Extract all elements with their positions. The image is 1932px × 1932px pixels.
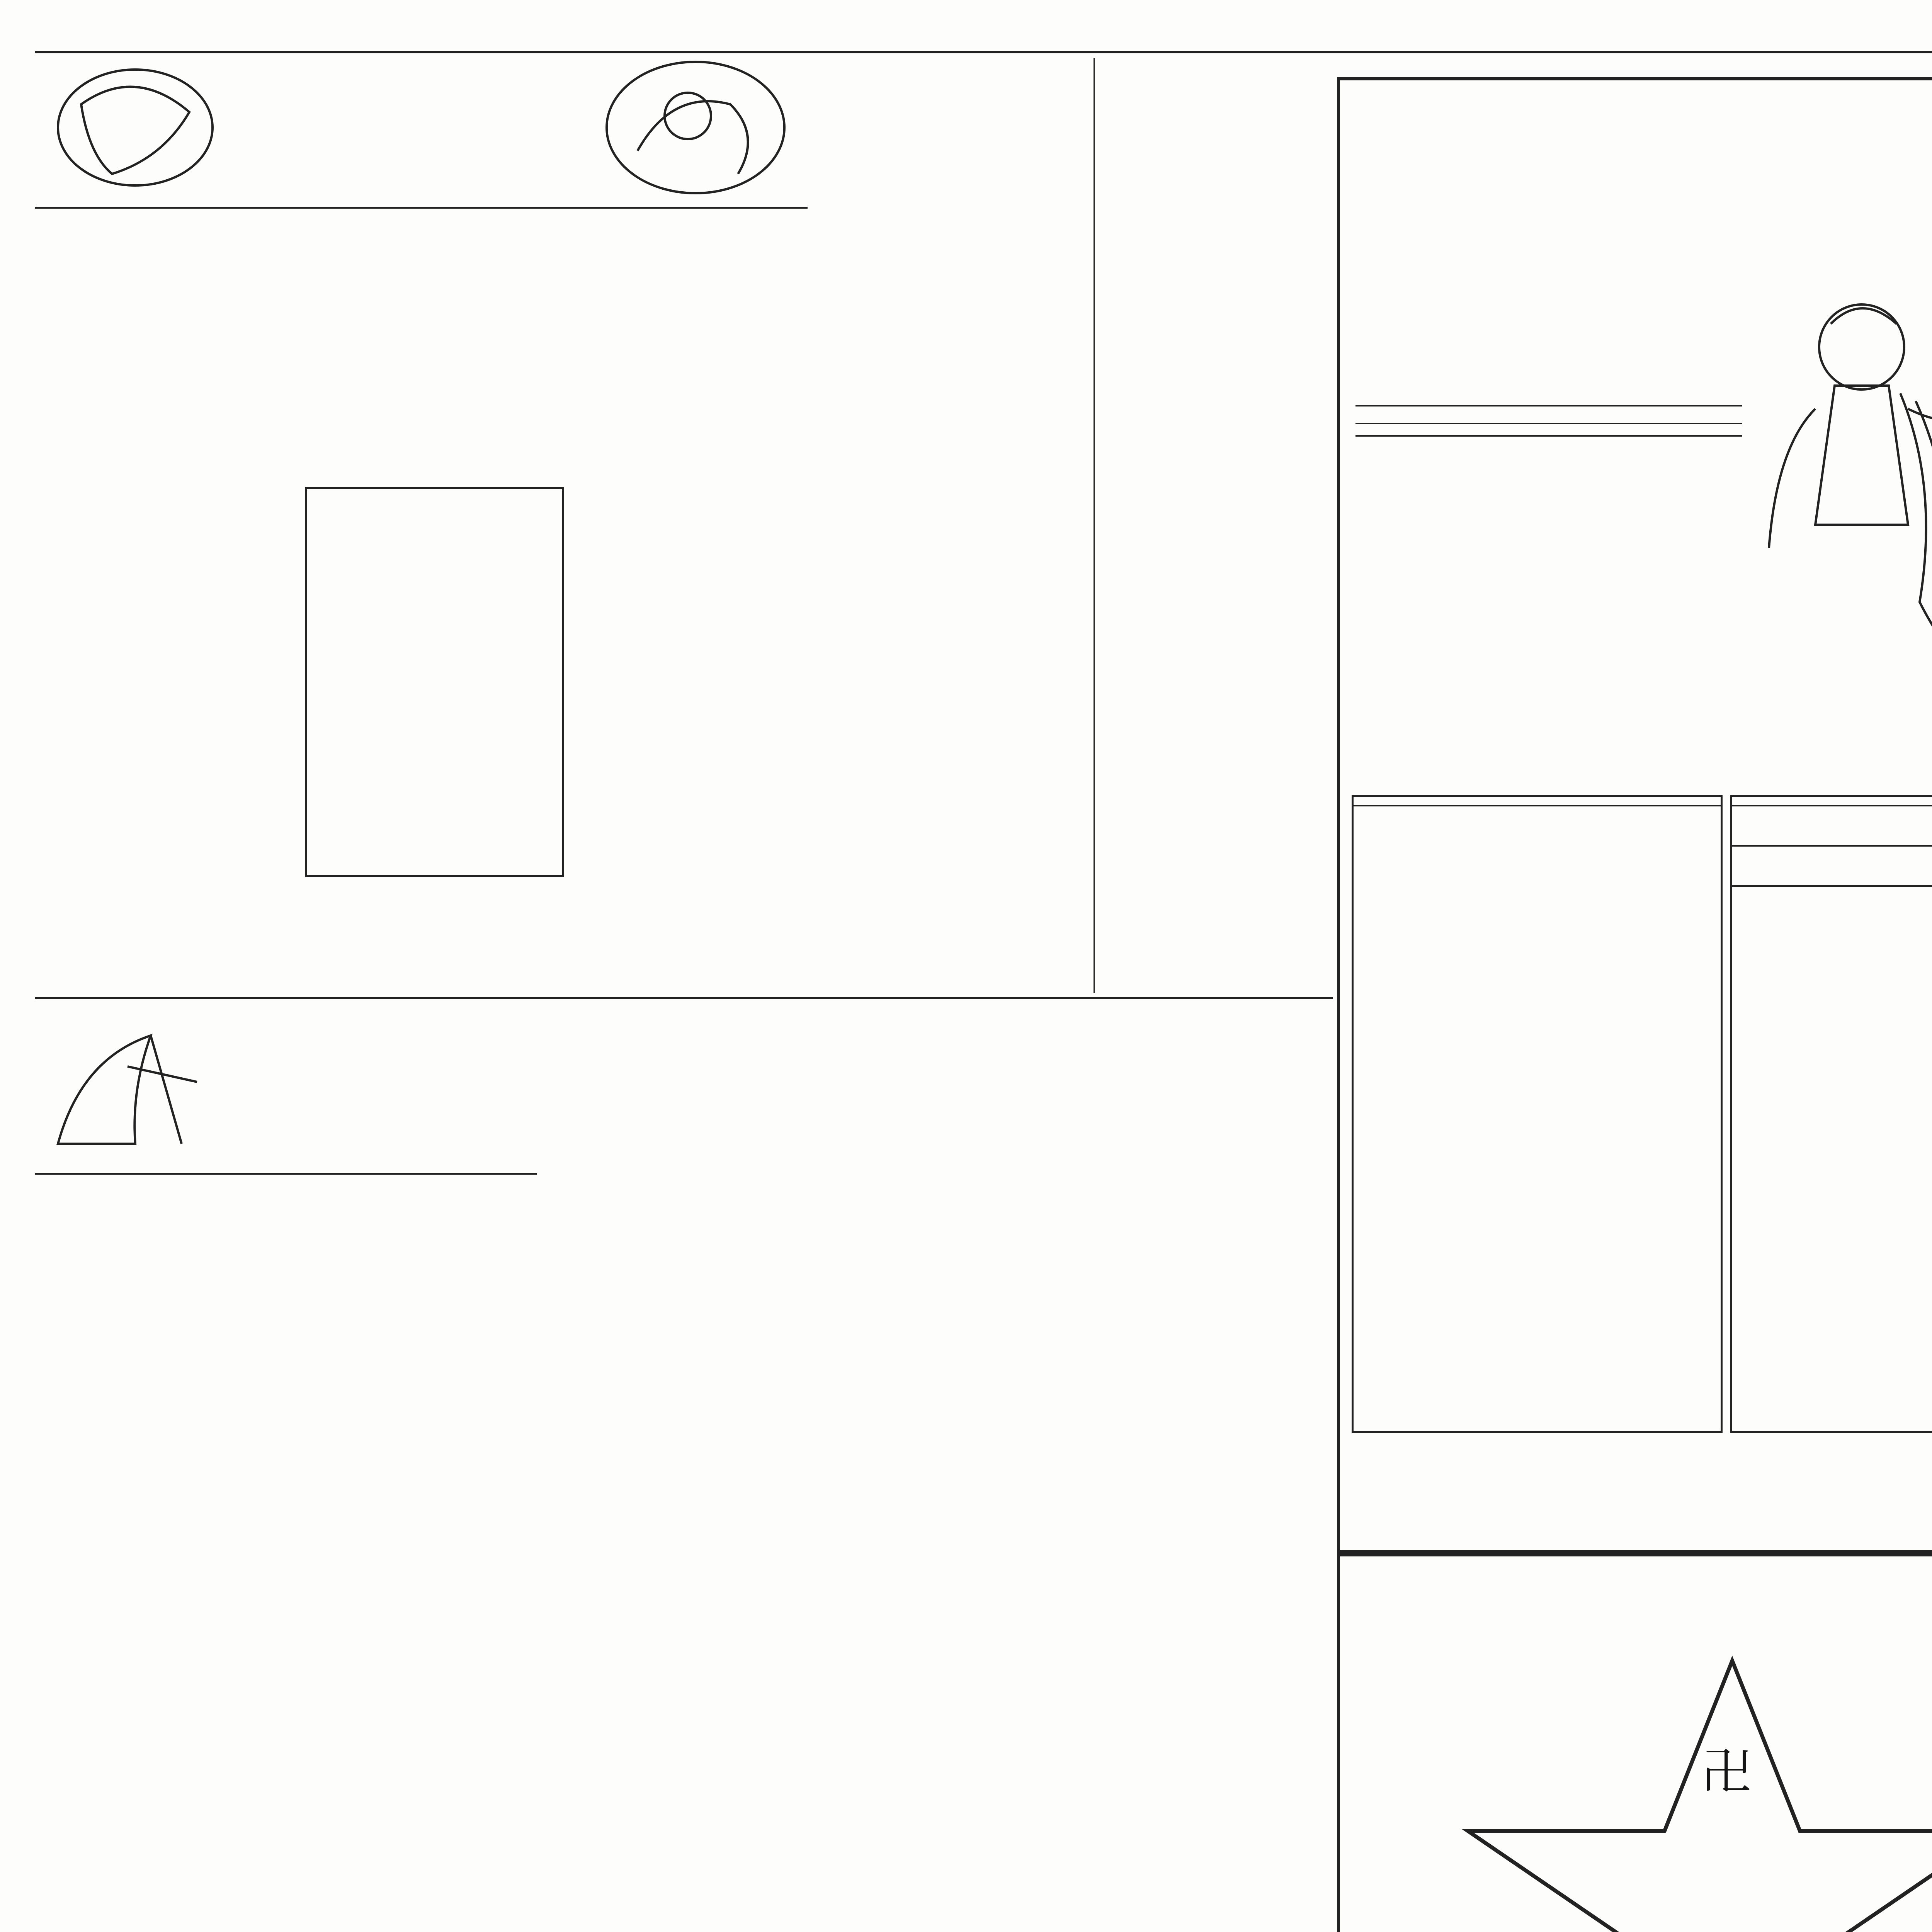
feminine-banner bbox=[35, 58, 808, 209]
scarves-ad bbox=[1337, 77, 1932, 1553]
cuffs-bows-box bbox=[1730, 795, 1932, 1433]
scarves-illustration bbox=[1746, 254, 1932, 679]
scarf-item-3 bbox=[1355, 423, 1742, 430]
cuff-item bbox=[1732, 814, 1932, 822]
scarves-list bbox=[1355, 405, 1742, 791]
front-item bbox=[1354, 837, 1721, 845]
cuff-item bbox=[1732, 854, 1932, 862]
modern-girl-col-2b bbox=[321, 885, 591, 989]
destroying-col-2 bbox=[309, 1182, 576, 1932]
destroying-col-1 bbox=[35, 1182, 301, 1932]
john-court-ad bbox=[1337, 1553, 1932, 1932]
masthead-rule bbox=[35, 51, 1932, 53]
section-rule bbox=[35, 997, 1333, 999]
cuff-item bbox=[1732, 885, 1932, 895]
scarf-item-1 bbox=[1355, 406, 1742, 412]
angel-illustration bbox=[35, 1012, 213, 1159]
recipe-box bbox=[305, 487, 564, 877]
cuff-item bbox=[1732, 895, 1932, 902]
destroying-angel-banner bbox=[35, 1005, 537, 1175]
modern-girl-col-1 bbox=[35, 348, 313, 989]
front-item bbox=[1354, 814, 1721, 822]
front-item bbox=[1354, 822, 1721, 830]
fronts-vests-box bbox=[1352, 795, 1723, 1433]
destroying-col-5 bbox=[1132, 1005, 1333, 1932]
front-item bbox=[1354, 806, 1721, 814]
cuff-item bbox=[1732, 806, 1932, 814]
cookery-article bbox=[1101, 58, 1372, 993]
scarf-item-4 bbox=[1355, 435, 1742, 442]
destroying-col-4 bbox=[858, 1005, 1124, 1932]
masthead bbox=[0, 0, 1932, 50]
cuff-item bbox=[1732, 845, 1932, 854]
destroying-col-3 bbox=[583, 1005, 850, 1932]
scarf-item-2 bbox=[1355, 412, 1742, 417]
swastika-emblem-icon: 卍 bbox=[1701, 1745, 1752, 1801]
fronts-heading bbox=[1354, 797, 1721, 806]
front-item bbox=[1354, 830, 1721, 837]
star-outline bbox=[1456, 1653, 1932, 1932]
womans-part-article bbox=[811, 58, 1090, 993]
front-item bbox=[1354, 845, 1721, 853]
feminine-banner-art bbox=[35, 58, 808, 209]
cuffs-heading bbox=[1732, 797, 1932, 806]
column-rule bbox=[1094, 58, 1095, 993]
front-item bbox=[1354, 853, 1721, 861]
